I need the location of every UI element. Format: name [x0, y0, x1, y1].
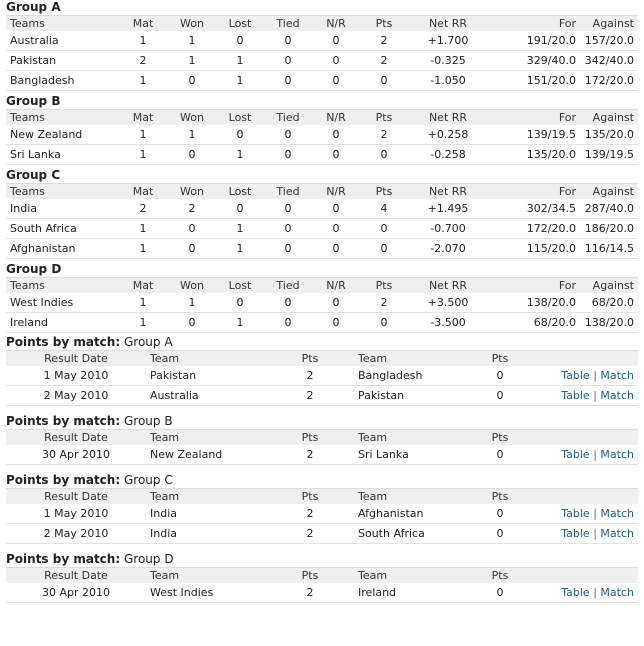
cell-mat: 1 — [118, 293, 168, 313]
standings-header-row — [6, 278, 638, 294]
cell-won: 0 — [168, 145, 216, 165]
match-link[interactable]: Match — [600, 448, 634, 461]
cell-team: Pakistan — [6, 51, 118, 71]
col-header-team-2: Team — [354, 430, 474, 446]
col-header-team: Teams — [6, 184, 118, 200]
cell-pts: 2 — [360, 293, 408, 313]
col-header-for: For — [488, 110, 580, 126]
pbm-table — [6, 350, 638, 406]
cell-tied: 0 — [264, 145, 312, 165]
cell-lost: 1 — [216, 219, 264, 239]
cell-team-1: India — [146, 504, 266, 524]
col-header-against: Against — [580, 184, 638, 200]
link-separator: | — [593, 369, 597, 382]
col-header-mat: Mat — [118, 110, 168, 126]
standings-row — [6, 313, 638, 333]
cell-for: 139/19.5 — [488, 125, 580, 145]
cell-for: 172/20.0 — [488, 219, 580, 239]
cell-mat: 1 — [118, 71, 168, 91]
pbm-row — [6, 504, 638, 524]
cell-pts: 2 — [360, 51, 408, 71]
cell-nr: 0 — [312, 125, 360, 145]
cell-net-rr: +0.258 — [408, 125, 488, 145]
pbm-group-name: Group B — [123, 414, 173, 428]
cell-for: 151/20.0 — [488, 71, 580, 91]
cell-pts-2: 0 — [474, 366, 526, 386]
col-header-lost: Lost — [216, 16, 264, 32]
pbm-group — [6, 473, 640, 544]
cell-nr: 0 — [312, 71, 360, 91]
standings-row — [6, 51, 638, 71]
cell-result-date: 30 Apr 2010 — [6, 445, 146, 465]
col-header-links — [526, 430, 638, 446]
link-separator: | — [593, 389, 597, 402]
col-header-mat: Mat — [118, 16, 168, 32]
col-header-tied: Tied — [264, 110, 312, 126]
cell-nr: 0 — [312, 199, 360, 219]
pbm-row — [6, 366, 638, 386]
standings-group — [6, 94, 640, 165]
cell-won: 0 — [168, 71, 216, 91]
cell-team-1: West Indies — [146, 583, 266, 603]
cell-tied: 0 — [264, 31, 312, 51]
pbm-header-row — [6, 489, 638, 505]
col-header-team-1: Team — [146, 430, 266, 446]
col-header-nr: N/R — [312, 16, 360, 32]
col-header-links — [526, 351, 638, 367]
cell-result-date: 30 Apr 2010 — [6, 583, 146, 603]
cell-lost: 0 — [216, 293, 264, 313]
cell-against: 139/19.5 — [580, 145, 638, 165]
pbm-title — [6, 414, 640, 429]
pbm-title — [6, 335, 640, 350]
cell-links — [526, 583, 638, 603]
cell-pts: 0 — [360, 313, 408, 333]
col-header-team: Teams — [6, 16, 118, 32]
group-title: Group C — [6, 168, 61, 182]
pbm-title — [6, 473, 640, 488]
cell-team-1: New Zealand — [146, 445, 266, 465]
cell-against: 68/20.0 — [580, 293, 638, 313]
cell-net-rr: -3.500 — [408, 313, 488, 333]
standings-row — [6, 145, 638, 165]
cell-against: 116/14.5 — [580, 239, 638, 259]
col-header-team-1: Team — [146, 489, 266, 505]
cell-pts-1: 2 — [266, 524, 354, 544]
pbm-table — [6, 429, 638, 465]
col-header-won: Won — [168, 278, 216, 294]
cell-nr: 0 — [312, 219, 360, 239]
cell-pts: 0 — [360, 145, 408, 165]
standings-row — [6, 219, 638, 239]
col-header-won: Won — [168, 16, 216, 32]
col-header-team-1: Team — [146, 568, 266, 584]
spacer — [6, 544, 640, 550]
col-header-pts-1: Pts — [266, 430, 354, 446]
pbm-header-row — [6, 430, 638, 446]
group-title: Group A — [6, 0, 61, 14]
cell-won: 0 — [168, 219, 216, 239]
standings-row — [6, 293, 638, 313]
pbm-group — [6, 414, 640, 465]
col-header-pts-2: Pts — [474, 489, 526, 505]
match-link[interactable]: Match — [600, 507, 634, 520]
table-link[interactable]: Table — [561, 507, 590, 520]
cell-lost: 1 — [216, 313, 264, 333]
cell-links — [526, 445, 638, 465]
cell-nr: 0 — [312, 31, 360, 51]
cell-pts-1: 2 — [266, 386, 354, 406]
cell-pts-2: 0 — [474, 445, 526, 465]
group-title: Group B — [6, 94, 61, 108]
match-link[interactable]: Match — [600, 389, 634, 402]
group-title: Group D — [6, 262, 62, 276]
col-header-against: Against — [580, 110, 638, 126]
cell-tied: 0 — [264, 199, 312, 219]
cell-mat: 2 — [118, 51, 168, 71]
cell-won: 1 — [168, 51, 216, 71]
col-header-pts-1: Pts — [266, 351, 354, 367]
cell-team: Afghanistan — [6, 239, 118, 259]
col-header-result-date: Result Date — [6, 489, 146, 505]
cell-pts: 2 — [360, 125, 408, 145]
link-separator: | — [593, 448, 597, 461]
table-link[interactable]: Table — [561, 369, 590, 382]
pbm-group — [6, 552, 640, 603]
standings-group — [6, 168, 640, 259]
cell-pts: 0 — [360, 239, 408, 259]
cell-won: 2 — [168, 199, 216, 219]
cell-lost: 1 — [216, 71, 264, 91]
pbm-table — [6, 567, 638, 603]
cell-team: South Africa — [6, 219, 118, 239]
cell-team-1: Australia — [146, 386, 266, 406]
cell-tied: 0 — [264, 239, 312, 259]
col-header-for: For — [488, 278, 580, 294]
cell-nr: 0 — [312, 313, 360, 333]
cell-against: 186/20.0 — [580, 219, 638, 239]
cell-against: 138/20.0 — [580, 313, 638, 333]
col-header-net-rr: Net RR — [408, 16, 488, 32]
cell-lost: 0 — [216, 125, 264, 145]
cell-tied: 0 — [264, 293, 312, 313]
cell-tied: 0 — [264, 125, 312, 145]
cell-team-2: Afghanistan — [354, 504, 474, 524]
col-header-against: Against — [580, 16, 638, 32]
cell-team: India — [6, 199, 118, 219]
col-header-pts: Pts — [360, 110, 408, 126]
col-header-team: Teams — [6, 278, 118, 294]
cell-pts-1: 2 — [266, 445, 354, 465]
col-header-won: Won — [168, 184, 216, 200]
cell-for: 135/20.0 — [488, 145, 580, 165]
standings-group — [6, 262, 640, 333]
standings-row — [6, 239, 638, 259]
cell-team-2: Ireland — [354, 583, 474, 603]
standings-section — [6, 0, 640, 333]
cell-result-date: 1 May 2010 — [6, 366, 146, 386]
cell-net-rr: +3.500 — [408, 293, 488, 313]
col-header-pts-2: Pts — [474, 430, 526, 446]
cell-result-date: 2 May 2010 — [6, 386, 146, 406]
cell-lost: 1 — [216, 239, 264, 259]
cell-links — [526, 366, 638, 386]
standings-header-row — [6, 16, 638, 32]
standings-row — [6, 125, 638, 145]
cell-won: 0 — [168, 313, 216, 333]
col-header-team-2: Team — [354, 351, 474, 367]
cell-pts-2: 0 — [474, 583, 526, 603]
cell-pts-2: 0 — [474, 386, 526, 406]
standings-row — [6, 71, 638, 91]
cell-tied: 0 — [264, 51, 312, 71]
pbm-row — [6, 583, 638, 603]
col-header-tied: Tied — [264, 278, 312, 294]
cell-team-2: South Africa — [354, 524, 474, 544]
pbm-label: Points by match: — [6, 552, 121, 566]
cell-lost: 0 — [216, 199, 264, 219]
cell-won: 1 — [168, 293, 216, 313]
link-separator: | — [593, 527, 597, 540]
col-header-pts-1: Pts — [266, 489, 354, 505]
cell-nr: 0 — [312, 293, 360, 313]
cell-nr: 0 — [312, 239, 360, 259]
cell-team: Sri Lanka — [6, 145, 118, 165]
cell-net-rr: -1.050 — [408, 71, 488, 91]
col-header-tied: Tied — [264, 16, 312, 32]
cell-net-rr: +1.495 — [408, 199, 488, 219]
col-header-lost: Lost — [216, 278, 264, 294]
cell-mat: 1 — [118, 219, 168, 239]
col-header-pts-2: Pts — [474, 351, 526, 367]
pbm-header-row — [6, 351, 638, 367]
cell-mat: 1 — [118, 239, 168, 259]
match-link[interactable]: Match — [600, 586, 634, 599]
cell-team-1: Pakistan — [146, 366, 266, 386]
cell-won: 1 — [168, 125, 216, 145]
cell-tied: 0 — [264, 313, 312, 333]
standings-row — [6, 199, 638, 219]
col-header-net-rr: Net RR — [408, 110, 488, 126]
col-header-result-date: Result Date — [6, 351, 146, 367]
pbm-header-row — [6, 568, 638, 584]
col-header-against: Against — [580, 278, 638, 294]
col-header-result-date: Result Date — [6, 568, 146, 584]
table-link[interactable]: Table — [561, 448, 590, 461]
col-header-team: Teams — [6, 110, 118, 126]
cell-pts-2: 0 — [474, 524, 526, 544]
spacer — [6, 406, 640, 412]
cell-for: 115/20.0 — [488, 239, 580, 259]
cell-mat: 2 — [118, 199, 168, 219]
standings-table — [6, 183, 638, 259]
table-link[interactable]: Table — [561, 586, 590, 599]
cell-for: 302/34.5 — [488, 199, 580, 219]
pbm-group — [6, 335, 640, 406]
col-header-mat: Mat — [118, 278, 168, 294]
cell-net-rr: -0.258 — [408, 145, 488, 165]
standings-row — [6, 31, 638, 51]
cell-team: Bangladesh — [6, 71, 118, 91]
cell-for: 191/20.0 — [488, 31, 580, 51]
col-header-net-rr: Net RR — [408, 184, 488, 200]
standings-group — [6, 0, 640, 91]
cell-against: 287/40.0 — [580, 199, 638, 219]
pbm-label: Points by match: — [6, 473, 121, 487]
cell-pts: 0 — [360, 219, 408, 239]
cell-against: 172/20.0 — [580, 71, 638, 91]
col-header-lost: Lost — [216, 184, 264, 200]
cell-team-2: Pakistan — [354, 386, 474, 406]
pbm-group-name: Group D — [123, 552, 174, 566]
cell-team-1: India — [146, 524, 266, 544]
cell-against: 342/40.0 — [580, 51, 638, 71]
cell-links — [526, 524, 638, 544]
cell-for: 329/40.0 — [488, 51, 580, 71]
col-header-pts: Pts — [360, 278, 408, 294]
pbm-label: Points by match: — [6, 335, 121, 349]
cell-nr: 0 — [312, 145, 360, 165]
col-header-won: Won — [168, 110, 216, 126]
link-separator: | — [593, 507, 597, 520]
col-header-pts: Pts — [360, 184, 408, 200]
cell-team: Ireland — [6, 313, 118, 333]
col-header-team-2: Team — [354, 489, 474, 505]
pbm-row — [6, 524, 638, 544]
col-header-nr: N/R — [312, 278, 360, 294]
col-header-team-2: Team — [354, 568, 474, 584]
standings-table — [6, 109, 638, 165]
match-link[interactable]: Match — [600, 369, 634, 382]
cell-pts-1: 2 — [266, 366, 354, 386]
col-header-links — [526, 568, 638, 584]
cell-team-2: Bangladesh — [354, 366, 474, 386]
cell-result-date: 1 May 2010 — [6, 504, 146, 524]
col-header-net-rr: Net RR — [408, 278, 488, 294]
pbm-table — [6, 488, 638, 544]
cell-lost: 0 — [216, 31, 264, 51]
col-header-team-1: Team — [146, 351, 266, 367]
cell-team-2: Sri Lanka — [354, 445, 474, 465]
col-header-mat: Mat — [118, 184, 168, 200]
cell-against: 135/20.0 — [580, 125, 638, 145]
standings-table — [6, 277, 638, 333]
cell-pts-1: 2 — [266, 583, 354, 603]
pbm-row — [6, 386, 638, 406]
table-link[interactable]: Table — [561, 389, 590, 402]
cell-lost: 1 — [216, 145, 264, 165]
cell-pts-2: 0 — [474, 504, 526, 524]
cell-for: 138/20.0 — [488, 293, 580, 313]
table-link[interactable]: Table — [561, 527, 590, 540]
cell-mat: 1 — [118, 31, 168, 51]
col-header-for: For — [488, 184, 580, 200]
cell-against: 157/20.0 — [580, 31, 638, 51]
col-header-tied: Tied — [264, 184, 312, 200]
pbm-group-name: Group C — [123, 473, 173, 487]
cell-links — [526, 386, 638, 406]
pbm-title — [6, 552, 640, 567]
spacer — [6, 465, 640, 471]
col-header-pts-2: Pts — [474, 568, 526, 584]
cell-nr: 0 — [312, 51, 360, 71]
cell-net-rr: -0.700 — [408, 219, 488, 239]
cell-result-date: 2 May 2010 — [6, 524, 146, 544]
cell-lost: 1 — [216, 51, 264, 71]
col-header-nr: N/R — [312, 184, 360, 200]
points-by-match-section — [6, 335, 640, 603]
cell-team: New Zealand — [6, 125, 118, 145]
cell-links — [526, 504, 638, 524]
cell-pts: 4 — [360, 199, 408, 219]
match-link[interactable]: Match — [600, 527, 634, 540]
cell-pts-1: 2 — [266, 504, 354, 524]
standings-table — [6, 15, 638, 91]
col-header-for: For — [488, 16, 580, 32]
cell-for: 68/20.0 — [488, 313, 580, 333]
col-header-pts: Pts — [360, 16, 408, 32]
cell-tied: 0 — [264, 219, 312, 239]
cell-mat: 1 — [118, 145, 168, 165]
pbm-label: Points by match: — [6, 414, 121, 428]
col-header-lost: Lost — [216, 110, 264, 126]
col-header-links — [526, 489, 638, 505]
cell-net-rr: +1.700 — [408, 31, 488, 51]
cell-pts: 0 — [360, 71, 408, 91]
cell-mat: 1 — [118, 125, 168, 145]
standings-header-row — [6, 110, 638, 126]
pbm-row — [6, 445, 638, 465]
cell-net-rr: -0.325 — [408, 51, 488, 71]
col-header-nr: N/R — [312, 110, 360, 126]
col-header-result-date: Result Date — [6, 430, 146, 446]
col-header-pts-1: Pts — [266, 568, 354, 584]
cell-won: 1 — [168, 31, 216, 51]
cell-team: Australia — [6, 31, 118, 51]
cell-tied: 0 — [264, 71, 312, 91]
standings-header-row — [6, 184, 638, 200]
cell-net-rr: -2.070 — [408, 239, 488, 259]
cell-mat: 1 — [118, 313, 168, 333]
cell-won: 0 — [168, 239, 216, 259]
cell-team: West Indies — [6, 293, 118, 313]
pbm-group-name: Group A — [123, 335, 173, 349]
link-separator: | — [593, 586, 597, 599]
cell-pts: 2 — [360, 31, 408, 51]
